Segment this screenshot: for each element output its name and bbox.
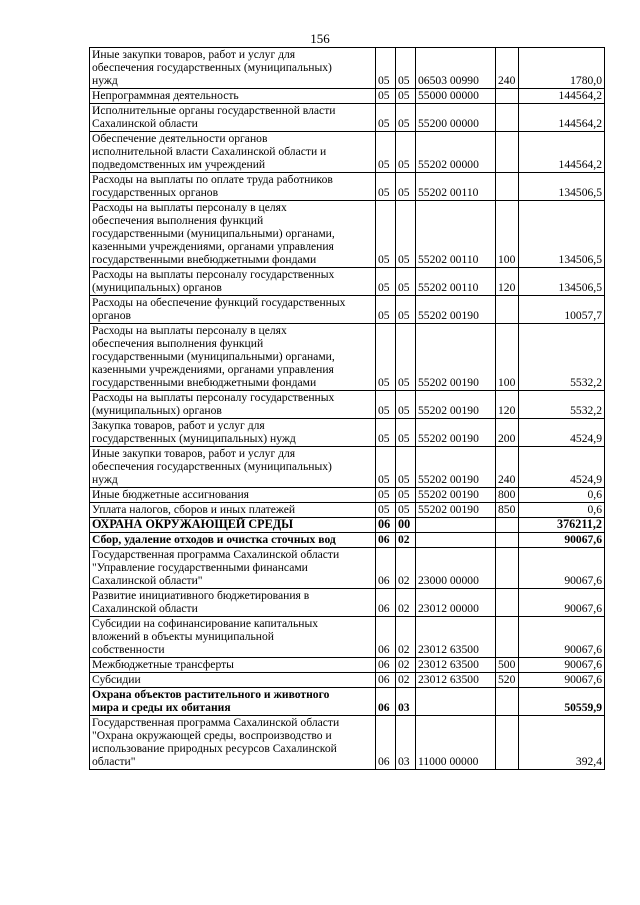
row-amount: 376211,2 (519, 518, 605, 533)
row-subsection-code: 03 (396, 688, 416, 716)
row-subsection-code: 05 (396, 324, 416, 391)
row-section-code: 05 (376, 48, 396, 89)
row-name: Расходы на выплаты персоналу в целях обеспечения выполнения функций государственными (муниципальными) органами, казенными учреждениями, органами управления государственными внебюджетными фондами (90, 201, 376, 268)
row-name: Исполнительные органы государственной власти Сахалинской области (90, 104, 376, 132)
row-expense-type: 100 (496, 201, 519, 268)
row-name: Субсидии на софинансирование капитальных вложений в объекты муниципальной собственности (90, 617, 376, 658)
row-section-code: 05 (376, 104, 396, 132)
row-target-article: 55202 00190 (416, 296, 496, 324)
row-amount: 144564,2 (519, 104, 605, 132)
row-amount: 5532,2 (519, 324, 605, 391)
page-number: 156 (310, 31, 330, 46)
row-name: Межбюджетные трансферты (90, 658, 376, 673)
row-expense-type (496, 688, 519, 716)
row-target-article: 55202 00000 (416, 132, 496, 173)
row-amount: 144564,2 (519, 89, 605, 104)
row-name: Расходы на выплаты персоналу в целях обеспечения выполнения функций государственными (муниципальными) органами, казенными учреждениями, органами управления государственными внебюджетными фондами (90, 324, 376, 391)
row-subsection-code: 05 (396, 419, 416, 447)
table-row (90, 296, 605, 324)
row-name: Иные бюджетные ассигнования (90, 488, 376, 503)
row-target-article: 23000 00000 (416, 548, 496, 589)
table-row (90, 268, 605, 296)
row-subsection-code: 03 (396, 716, 416, 770)
row-name: Расходы на выплаты по оплате труда работников государственных органов (90, 173, 376, 201)
row-expense-type: 240 (496, 447, 519, 488)
row-subsection-code: 05 (396, 296, 416, 324)
row-section-code: 05 (376, 89, 396, 104)
row-section-code: 06 (376, 688, 396, 716)
row-section-code: 05 (376, 419, 396, 447)
row-amount: 4524,9 (519, 419, 605, 447)
table-row (90, 173, 605, 201)
row-expense-type: 100 (496, 324, 519, 391)
row-section-code: 05 (376, 488, 396, 503)
row-subsection-code: 02 (396, 548, 416, 589)
row-target-article: 55202 00110 (416, 173, 496, 201)
table-row (90, 132, 605, 173)
row-target-article: 06503 00990 (416, 48, 496, 89)
table-row (90, 419, 605, 447)
row-expense-type: 240 (496, 48, 519, 89)
row-subsection-code: 05 (396, 503, 416, 518)
row-expense-type: 120 (496, 268, 519, 296)
row-expense-type (496, 518, 519, 533)
row-target-article: 23012 63500 (416, 617, 496, 658)
row-target-article: 55000 00000 (416, 89, 496, 104)
row-name: Непрограммная деятельность (90, 89, 376, 104)
row-subsection-code: 05 (396, 48, 416, 89)
row-subsection-code: 05 (396, 104, 416, 132)
row-section-code: 06 (376, 658, 396, 673)
row-target-article: 55202 00110 (416, 201, 496, 268)
row-expense-type (496, 716, 519, 770)
row-target-article: 55200 00000 (416, 104, 496, 132)
row-target-article: 55202 00190 (416, 447, 496, 488)
table-row (90, 104, 605, 132)
row-name: Государственная программа Сахалинской области "Управление государственными финансами Сахалинской области" (90, 548, 376, 589)
row-section-code: 06 (376, 533, 396, 548)
row-amount: 134506,5 (519, 173, 605, 201)
row-amount: 134506,5 (519, 268, 605, 296)
table-row (90, 716, 605, 770)
row-expense-type (496, 173, 519, 201)
row-expense-type: 850 (496, 503, 519, 518)
table-row (90, 617, 605, 658)
row-target-article (416, 518, 496, 533)
row-expense-type (496, 132, 519, 173)
row-amount: 0,6 (519, 488, 605, 503)
row-target-article: 55202 00190 (416, 324, 496, 391)
budget-table-body (90, 48, 605, 770)
row-section-code: 05 (376, 503, 396, 518)
row-target-article (416, 533, 496, 548)
row-name: Уплата налогов, сборов и иных платежей (90, 503, 376, 518)
row-amount: 10057,7 (519, 296, 605, 324)
table-row (90, 688, 605, 716)
row-expense-type: 200 (496, 419, 519, 447)
row-name: Закупка товаров, работ и услуг для государственных (муниципальных) нужд (90, 419, 376, 447)
row-expense-type: 520 (496, 673, 519, 688)
row-target-article: 55202 00190 (416, 503, 496, 518)
row-section-code: 05 (376, 391, 396, 419)
row-subsection-code: 05 (396, 391, 416, 419)
table-row (90, 391, 605, 419)
row-name: ОХРАНА ОКРУЖАЮЩЕЙ СРЕДЫ (90, 518, 376, 533)
table-row (90, 48, 605, 89)
row-amount: 50559,9 (519, 688, 605, 716)
row-amount: 4524,9 (519, 447, 605, 488)
row-subsection-code: 05 (396, 89, 416, 104)
row-section-code: 05 (376, 447, 396, 488)
budget-table (89, 47, 605, 770)
row-section-code: 06 (376, 518, 396, 533)
row-amount: 1780,0 (519, 48, 605, 89)
row-amount: 90067,6 (519, 589, 605, 617)
table-row (90, 503, 605, 518)
row-target-article: 11000 00000 (416, 716, 496, 770)
row-subsection-code: 05 (396, 173, 416, 201)
row-subsection-code: 05 (396, 488, 416, 503)
row-amount: 392,4 (519, 716, 605, 770)
row-name: Охрана объектов растительного и животного мира и среды их обитания (90, 688, 376, 716)
row-expense-type: 500 (496, 658, 519, 673)
row-section-code: 06 (376, 548, 396, 589)
table-row (90, 447, 605, 488)
row-subsection-code: 02 (396, 658, 416, 673)
row-section-code: 06 (376, 673, 396, 688)
row-expense-type: 120 (496, 391, 519, 419)
row-expense-type: 800 (496, 488, 519, 503)
row-subsection-code: 05 (396, 268, 416, 296)
row-name: Развитие инициативного бюджетирования в Сахалинской области (90, 589, 376, 617)
table-row (90, 548, 605, 589)
row-name: Сбор, удаление отходов и очистка сточных вод (90, 533, 376, 548)
row-section-code: 06 (376, 617, 396, 658)
row-target-article: 55202 00190 (416, 419, 496, 447)
row-subsection-code: 02 (396, 589, 416, 617)
row-section-code: 05 (376, 132, 396, 173)
row-amount: 90067,6 (519, 673, 605, 688)
row-amount: 90067,6 (519, 548, 605, 589)
table-row (90, 673, 605, 688)
row-expense-type (496, 617, 519, 658)
table-row (90, 201, 605, 268)
row-target-article: 23012 00000 (416, 589, 496, 617)
row-target-article: 23012 63500 (416, 658, 496, 673)
row-name: Расходы на выплаты персоналу государственных (муниципальных) органов (90, 391, 376, 419)
row-amount: 90067,6 (519, 533, 605, 548)
row-subsection-code: 02 (396, 617, 416, 658)
row-section-code: 05 (376, 268, 396, 296)
row-name: Иные закупки товаров, работ и услуг для обеспечения государственных (муниципальных) нужд (90, 48, 376, 89)
row-section-code: 05 (376, 201, 396, 268)
row-name: Государственная программа Сахалинской области "Охрана окружающей среды, воспроизводство и использование природных ресурсов Сахалинской области" (90, 716, 376, 770)
row-name: Иные закупки товаров, работ и услуг для обеспечения государственных (муниципальных) нужд (90, 447, 376, 488)
row-section-code: 06 (376, 716, 396, 770)
table-row (90, 89, 605, 104)
row-name: Обеспечение деятельности органов исполнительной власти Сахалинской области и подведомственных им учреждений (90, 132, 376, 173)
row-amount: 90067,6 (519, 658, 605, 673)
row-subsection-code: 05 (396, 132, 416, 173)
row-target-article: 55202 00190 (416, 488, 496, 503)
table-row (90, 533, 605, 548)
row-subsection-code: 02 (396, 673, 416, 688)
row-expense-type (496, 589, 519, 617)
row-amount: 5532,2 (519, 391, 605, 419)
table-row (90, 658, 605, 673)
row-target-article (416, 688, 496, 716)
row-name: Субсидии (90, 673, 376, 688)
row-section-code: 06 (376, 589, 396, 617)
table-row (90, 488, 605, 503)
row-subsection-code: 05 (396, 447, 416, 488)
row-subsection-code: 00 (396, 518, 416, 533)
row-amount: 0,6 (519, 503, 605, 518)
row-expense-type (496, 296, 519, 324)
row-amount: 134506,5 (519, 201, 605, 268)
row-target-article: 55202 00190 (416, 391, 496, 419)
row-name: Расходы на выплаты персоналу государственных (муниципальных) органов (90, 268, 376, 296)
table-row (90, 324, 605, 391)
row-expense-type (496, 533, 519, 548)
row-amount: 90067,6 (519, 617, 605, 658)
row-expense-type (496, 548, 519, 589)
row-target-article: 55202 00110 (416, 268, 496, 296)
row-expense-type (496, 89, 519, 104)
row-target-article: 23012 63500 (416, 673, 496, 688)
row-subsection-code: 02 (396, 533, 416, 548)
row-section-code: 05 (376, 296, 396, 324)
row-amount: 144564,2 (519, 132, 605, 173)
row-section-code: 05 (376, 324, 396, 391)
row-expense-type (496, 104, 519, 132)
row-subsection-code: 05 (396, 201, 416, 268)
table-row (90, 589, 605, 617)
row-name: Расходы на обеспечение функций государственных органов (90, 296, 376, 324)
row-section-code: 05 (376, 173, 396, 201)
table-row (90, 518, 605, 533)
